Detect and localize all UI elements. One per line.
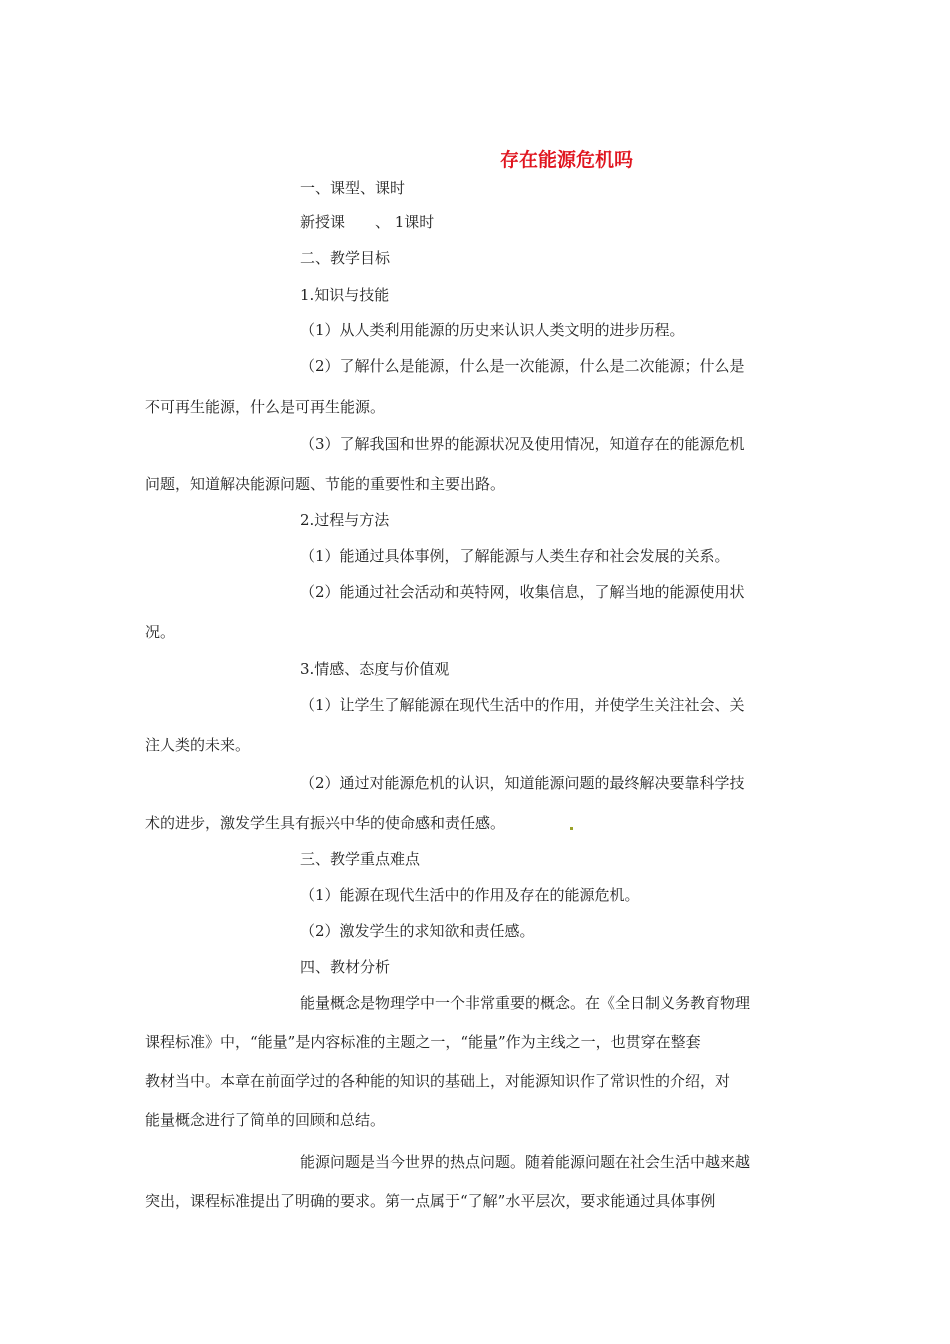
objective-item-continued: 况。 bbox=[145, 623, 176, 641]
objective-item: （1）从人类利用能源的历史来认识人类文明的进步历程。 bbox=[300, 321, 685, 339]
paragraph-line: 教材当中。本章在前面学过的各种能的知识的基础上，对能源知识作了常识性的介绍，对 bbox=[145, 1072, 731, 1090]
section-heading-key-points: 三、教学重点难点 bbox=[300, 850, 421, 868]
key-point-item: （2）激发学生的求知欲和责任感。 bbox=[300, 922, 535, 940]
section-heading-textbook-analysis: 四、教材分析 bbox=[300, 958, 391, 976]
key-point-item: （1）能源在现代生活中的作用及存在的能源危机。 bbox=[300, 886, 640, 904]
paragraph-line: 能量概念是物理学中一个非常重要的概念。在《全日制义务教育物理 bbox=[300, 994, 751, 1012]
subheading-process-methods: 2.过程与方法 bbox=[300, 511, 390, 529]
paragraph-line: 能量概念进行了简单的回顾和总结。 bbox=[145, 1111, 386, 1129]
paragraph-line: 课程标准》中，“能量”是内容标准的主题之一，“能量”作为主线之一，也贯穿在整套 bbox=[145, 1033, 701, 1051]
subheading-emotion-values: 3.情感、态度与价值观 bbox=[300, 660, 450, 678]
page-title: 存在能源危机吗 bbox=[500, 149, 634, 171]
section-heading-objectives: 二、教学目标 bbox=[300, 249, 391, 267]
objective-item: （2）了解什么是能源，什么是一次能源，什么是二次能源；什么是 bbox=[300, 357, 745, 375]
objective-item-continued: 问题，知道解决能源问题、节能的重要性和主要出路。 bbox=[145, 475, 506, 493]
stray-mark bbox=[570, 827, 573, 830]
objective-item: （2）通过对能源危机的认识，知道能源问题的最终解决要靠科学技 bbox=[300, 774, 745, 792]
objective-item-continued: 术的进步，激发学生具有振兴中华的使命感和责任感。 bbox=[145, 814, 506, 832]
section-heading-lesson-type: 一、课型、课时 bbox=[300, 179, 406, 197]
subheading-knowledge-skills: 1.知识与技能 bbox=[300, 286, 390, 304]
objective-item-continued: 不可再生能源，什么是可再生能源。 bbox=[145, 398, 386, 416]
objective-item-continued: 注人类的未来。 bbox=[145, 736, 251, 754]
objective-item: （3）了解我国和世界的能源状况及使用情况，知道存在的能源危机 bbox=[300, 435, 745, 453]
paragraph-line: 突出，课程标准提出了明确的要求。第一点属于“了解”水平层次，要求能通过具体事例 bbox=[145, 1192, 716, 1210]
objective-item: （1）能通过具体事例，了解能源与人类生存和社会发展的关系。 bbox=[300, 547, 730, 565]
paragraph-line: 能源问题是当今世界的热点问题。随着能源问题在社会生活中越来越 bbox=[300, 1153, 751, 1171]
objective-item: （2）能通过社会活动和英特网，收集信息，了解当地的能源使用状 bbox=[300, 583, 745, 601]
objective-item: （1）让学生了解能源在现代生活中的作用，并使学生关注社会、关 bbox=[300, 696, 745, 714]
lesson-type-value: 新授课 、 1课时 bbox=[300, 213, 435, 231]
